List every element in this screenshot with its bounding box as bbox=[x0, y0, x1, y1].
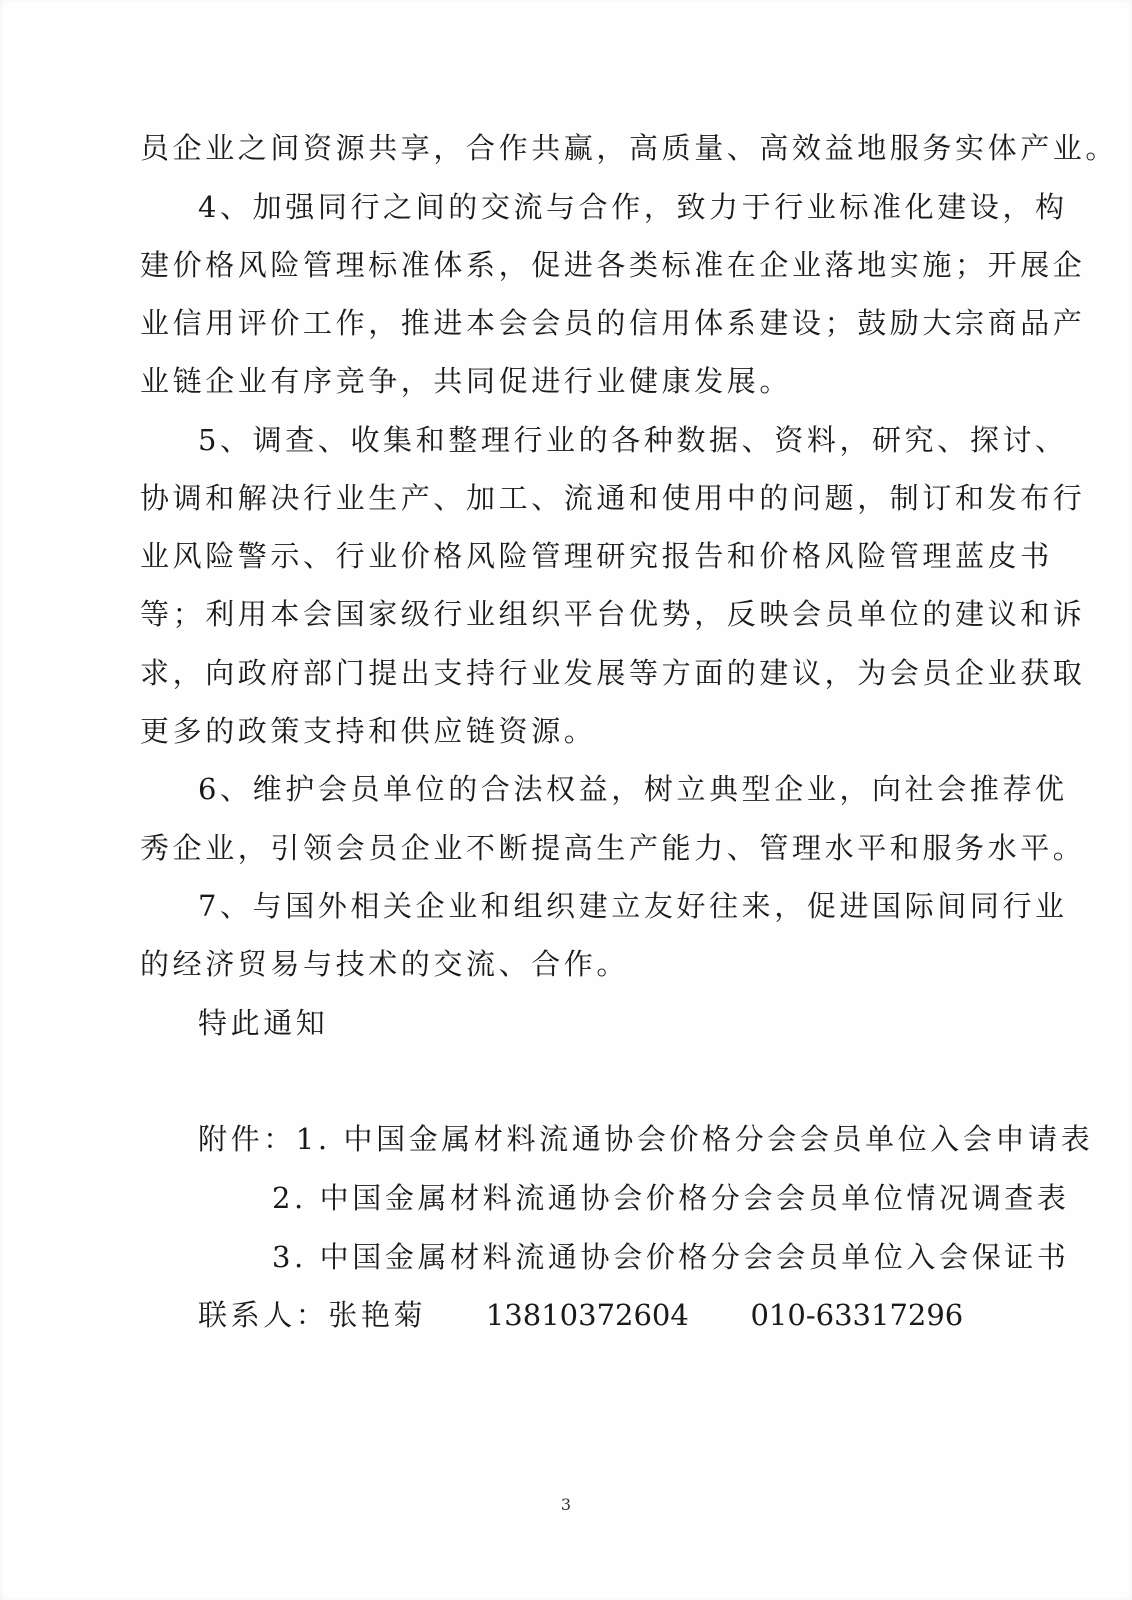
closing-line: 特此通知 bbox=[198, 1006, 329, 1040]
body-line: 求，向政府部门提出支持行业发展等方面的建议，为会员企业获取 bbox=[140, 656, 1086, 690]
paragraph-6-line: 6、维护会员单位的合法权益，树立典型企业，向社会推荐优 bbox=[198, 772, 1068, 806]
contact-label: 联系人：张艳菊 bbox=[198, 1298, 427, 1332]
attachment-3: 3. 中国金属材料流通协会价格分会会员单位入会保证书 bbox=[272, 1240, 1070, 1274]
body-line: 等；利用本会国家级行业组织平台优势，反映会员单位的建议和诉 bbox=[140, 597, 1086, 631]
body-line: 的经济贸易与技术的交流、合作。 bbox=[140, 947, 630, 981]
body-line: 更多的政策支持和供应链资源。 bbox=[140, 714, 597, 748]
body-line: 业信用评价工作，推进本会会员的信用体系建设；鼓励大宗商品产 bbox=[140, 306, 1086, 340]
paragraph-4-line: 4、加强同行之间的交流与合作，致力于行业标准化建设，构 bbox=[198, 190, 1068, 224]
body-line: 业风险警示、行业价格风险管理研究报告和价格风险管理蓝皮书 bbox=[140, 539, 1053, 573]
body-line: 秀企业，引领会员企业不断提高生产能力、管理水平和服务水平。 bbox=[140, 831, 1086, 865]
body-line: 业链企业有序竞争，共同促进行业健康发展。 bbox=[140, 364, 793, 398]
contact-mobile: 13810372604 bbox=[485, 1298, 689, 1332]
paragraph-7-line: 7、与国外相关企业和组织建立友好往来，促进国际间同行业 bbox=[198, 889, 1068, 923]
body-line: 建价格风险管理标准体系，促进各类标准在企业落地实施；开展企 bbox=[140, 248, 1086, 282]
page-number: 3 bbox=[560, 1495, 572, 1514]
body-line: 员企业之间资源共享，合作共赢，高质量、高效益地服务实体产业。 bbox=[140, 131, 1119, 165]
body-line: 协调和解决行业生产、加工、流通和使用中的问题，制订和发布行 bbox=[140, 481, 1086, 515]
paragraph-5-line: 5、调查、收集和整理行业的各种数据、资料，研究、探讨、 bbox=[198, 423, 1068, 457]
contact-line bbox=[198, 1295, 964, 1335]
contact-phone: 010-63317296 bbox=[750, 1298, 964, 1332]
attachment-2: 2. 中国金属材料流通协会价格分会会员单位情况调查表 bbox=[272, 1181, 1070, 1215]
attachment-1: 附件：1. 中国金属材料流通协会价格分会会员单位入会申请表 bbox=[198, 1122, 1094, 1156]
